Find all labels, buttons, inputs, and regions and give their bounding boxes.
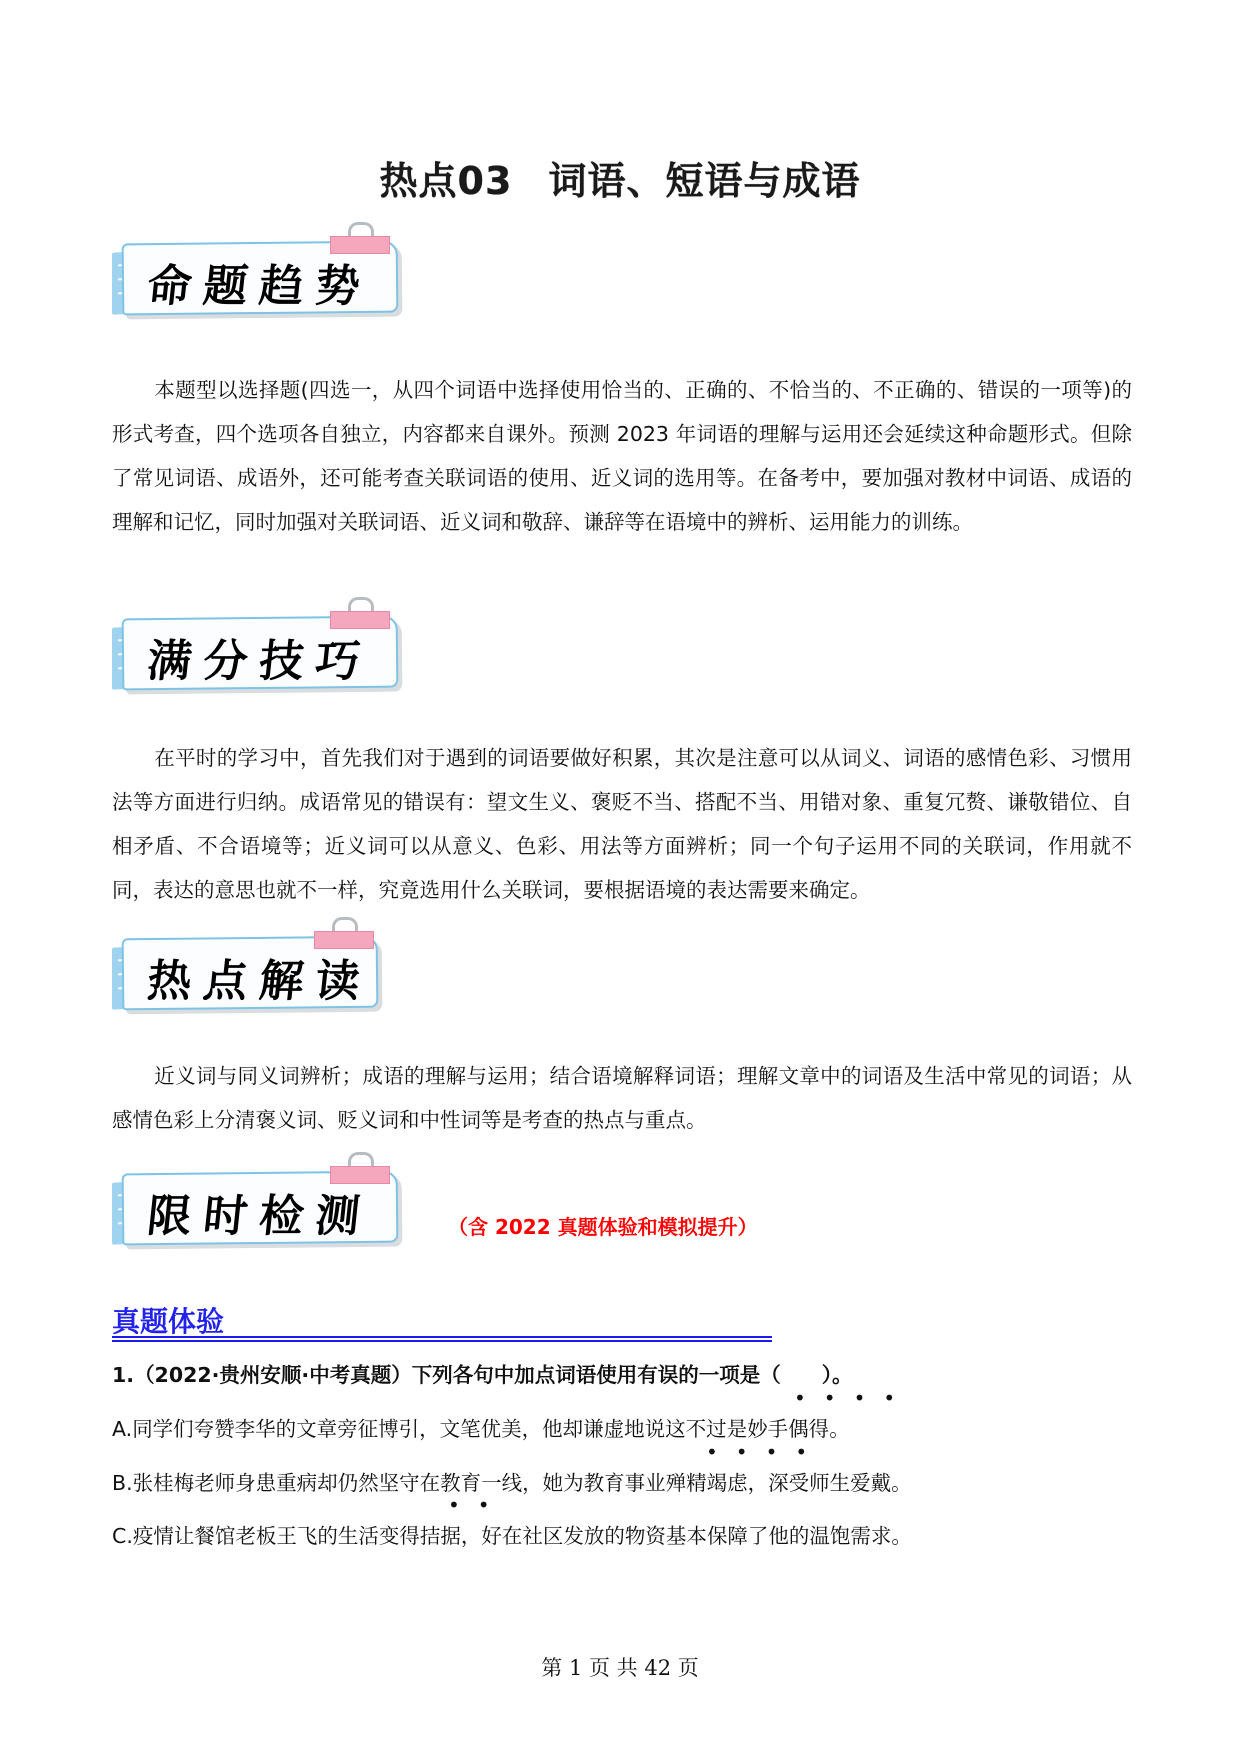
- double-underline-divider: [112, 1336, 772, 1342]
- emphasis-dots-b: ••••: [706, 1440, 826, 1464]
- section-link-real-exam[interactable]: 真题体验: [112, 1305, 225, 1338]
- option-label: B.: [112, 1471, 133, 1495]
- page-footer: 第 1 页 共 42 页: [541, 1656, 699, 1680]
- option-a: A.同学们夸赞李华的文章旁征博引，文笔优美，他却谦虚地说这不过是妙手偶得。: [112, 1417, 850, 1441]
- option-label: C.: [112, 1524, 133, 1548]
- section-paragraph-trend: 本题型以选择题(四选一，从四个词语中选择使用恰当的、正确的、不恰当的、不正确的、错误的一项等)的形式考查，四个选项各自独立，内容都来自课外。预测 2023 年词语的理解与运用还会延续这种命题形式。但除了常见词语、成语外，还可能考查关联词语的使用、近义词的选用等。在备考中，要加强对教材中词语、成语的理解和记忆，同时加强对关联词语、近义词和敬辞、谦辞等在语境中的辨析、运用能力的训练。: [112, 378, 1132, 534]
- option-c: C.疫情让餐馆老板王飞的生活变得拮据，好在社区发放的物资基本保障了他的温饱需求。: [112, 1524, 912, 1548]
- dotted-phrase: 拮据: [419, 1524, 461, 1548]
- section-paragraph-hotspot: 近义词与同义词辨析；成语的理解与运用；结合语境解释词语；理解文章中的词语及生活中常见的词语；从感情色彩上分清褒义词、贬义词和中性词等是考查的热点与重点。: [112, 1064, 1132, 1132]
- section-banner-trend: [112, 222, 408, 320]
- banner-label: 命题趋势: [144, 261, 375, 312]
- banner-label: 满分技巧: [144, 636, 375, 687]
- title-topic: 词语、短语与成语: [548, 159, 861, 203]
- section-banner-tips: [112, 597, 408, 695]
- dotted-phrase: 殚精竭虑: [665, 1471, 748, 1495]
- title-prefix: 热点: [379, 159, 458, 203]
- title-number: 03: [457, 159, 513, 203]
- banner-label: 限时检测: [144, 1191, 375, 1242]
- option-b: B.张桂梅老师身患重病却仍然坚守在教育一线，她为教育事业殚精竭虑，深受师生爱戴。: [112, 1471, 912, 1495]
- page-title: [0, 150, 1240, 205]
- option-label: A.: [112, 1417, 133, 1441]
- banner-label: 热点解读: [144, 956, 375, 1007]
- dotted-phrase: 妙手偶得: [747, 1417, 830, 1441]
- question-stem: 下列各句中加点词语使用有误的一项是（ ）。: [411, 1363, 853, 1387]
- emphasis-dots-a: ••••: [794, 1386, 914, 1410]
- section-banner-timed-test: [112, 1152, 408, 1250]
- section-paragraph-tips: 在平时的学习中，首先我们对于遇到的词语要做好积累，其次是注意可以从词义、词语的感情色彩、习惯用法等方面进行归纳。成语常见的错误有：望文生义、褒贬不当、搭配不当、用错对象、重复冗赘、谦敬错位、自相矛盾、不合语境等；近义词可以从意义、色彩、用法等方面辨析；同一个句子运用不同的关联词，作用就不同，表达的意思也就不一样，究竟选用什么关联词，要根据语境的表达需要来确定。: [112, 746, 1132, 902]
- section-banner-hotspot: [112, 917, 388, 1015]
- emphasis-dots-c: ••: [448, 1493, 508, 1517]
- question-title: [112, 1358, 852, 1388]
- question-number: 1.: [112, 1363, 135, 1387]
- timed-test-note: （含 2022 真题体验和模拟提升）: [448, 1215, 758, 1239]
- question-source: （2022·贵州安顺·中考真题）: [134, 1363, 412, 1387]
